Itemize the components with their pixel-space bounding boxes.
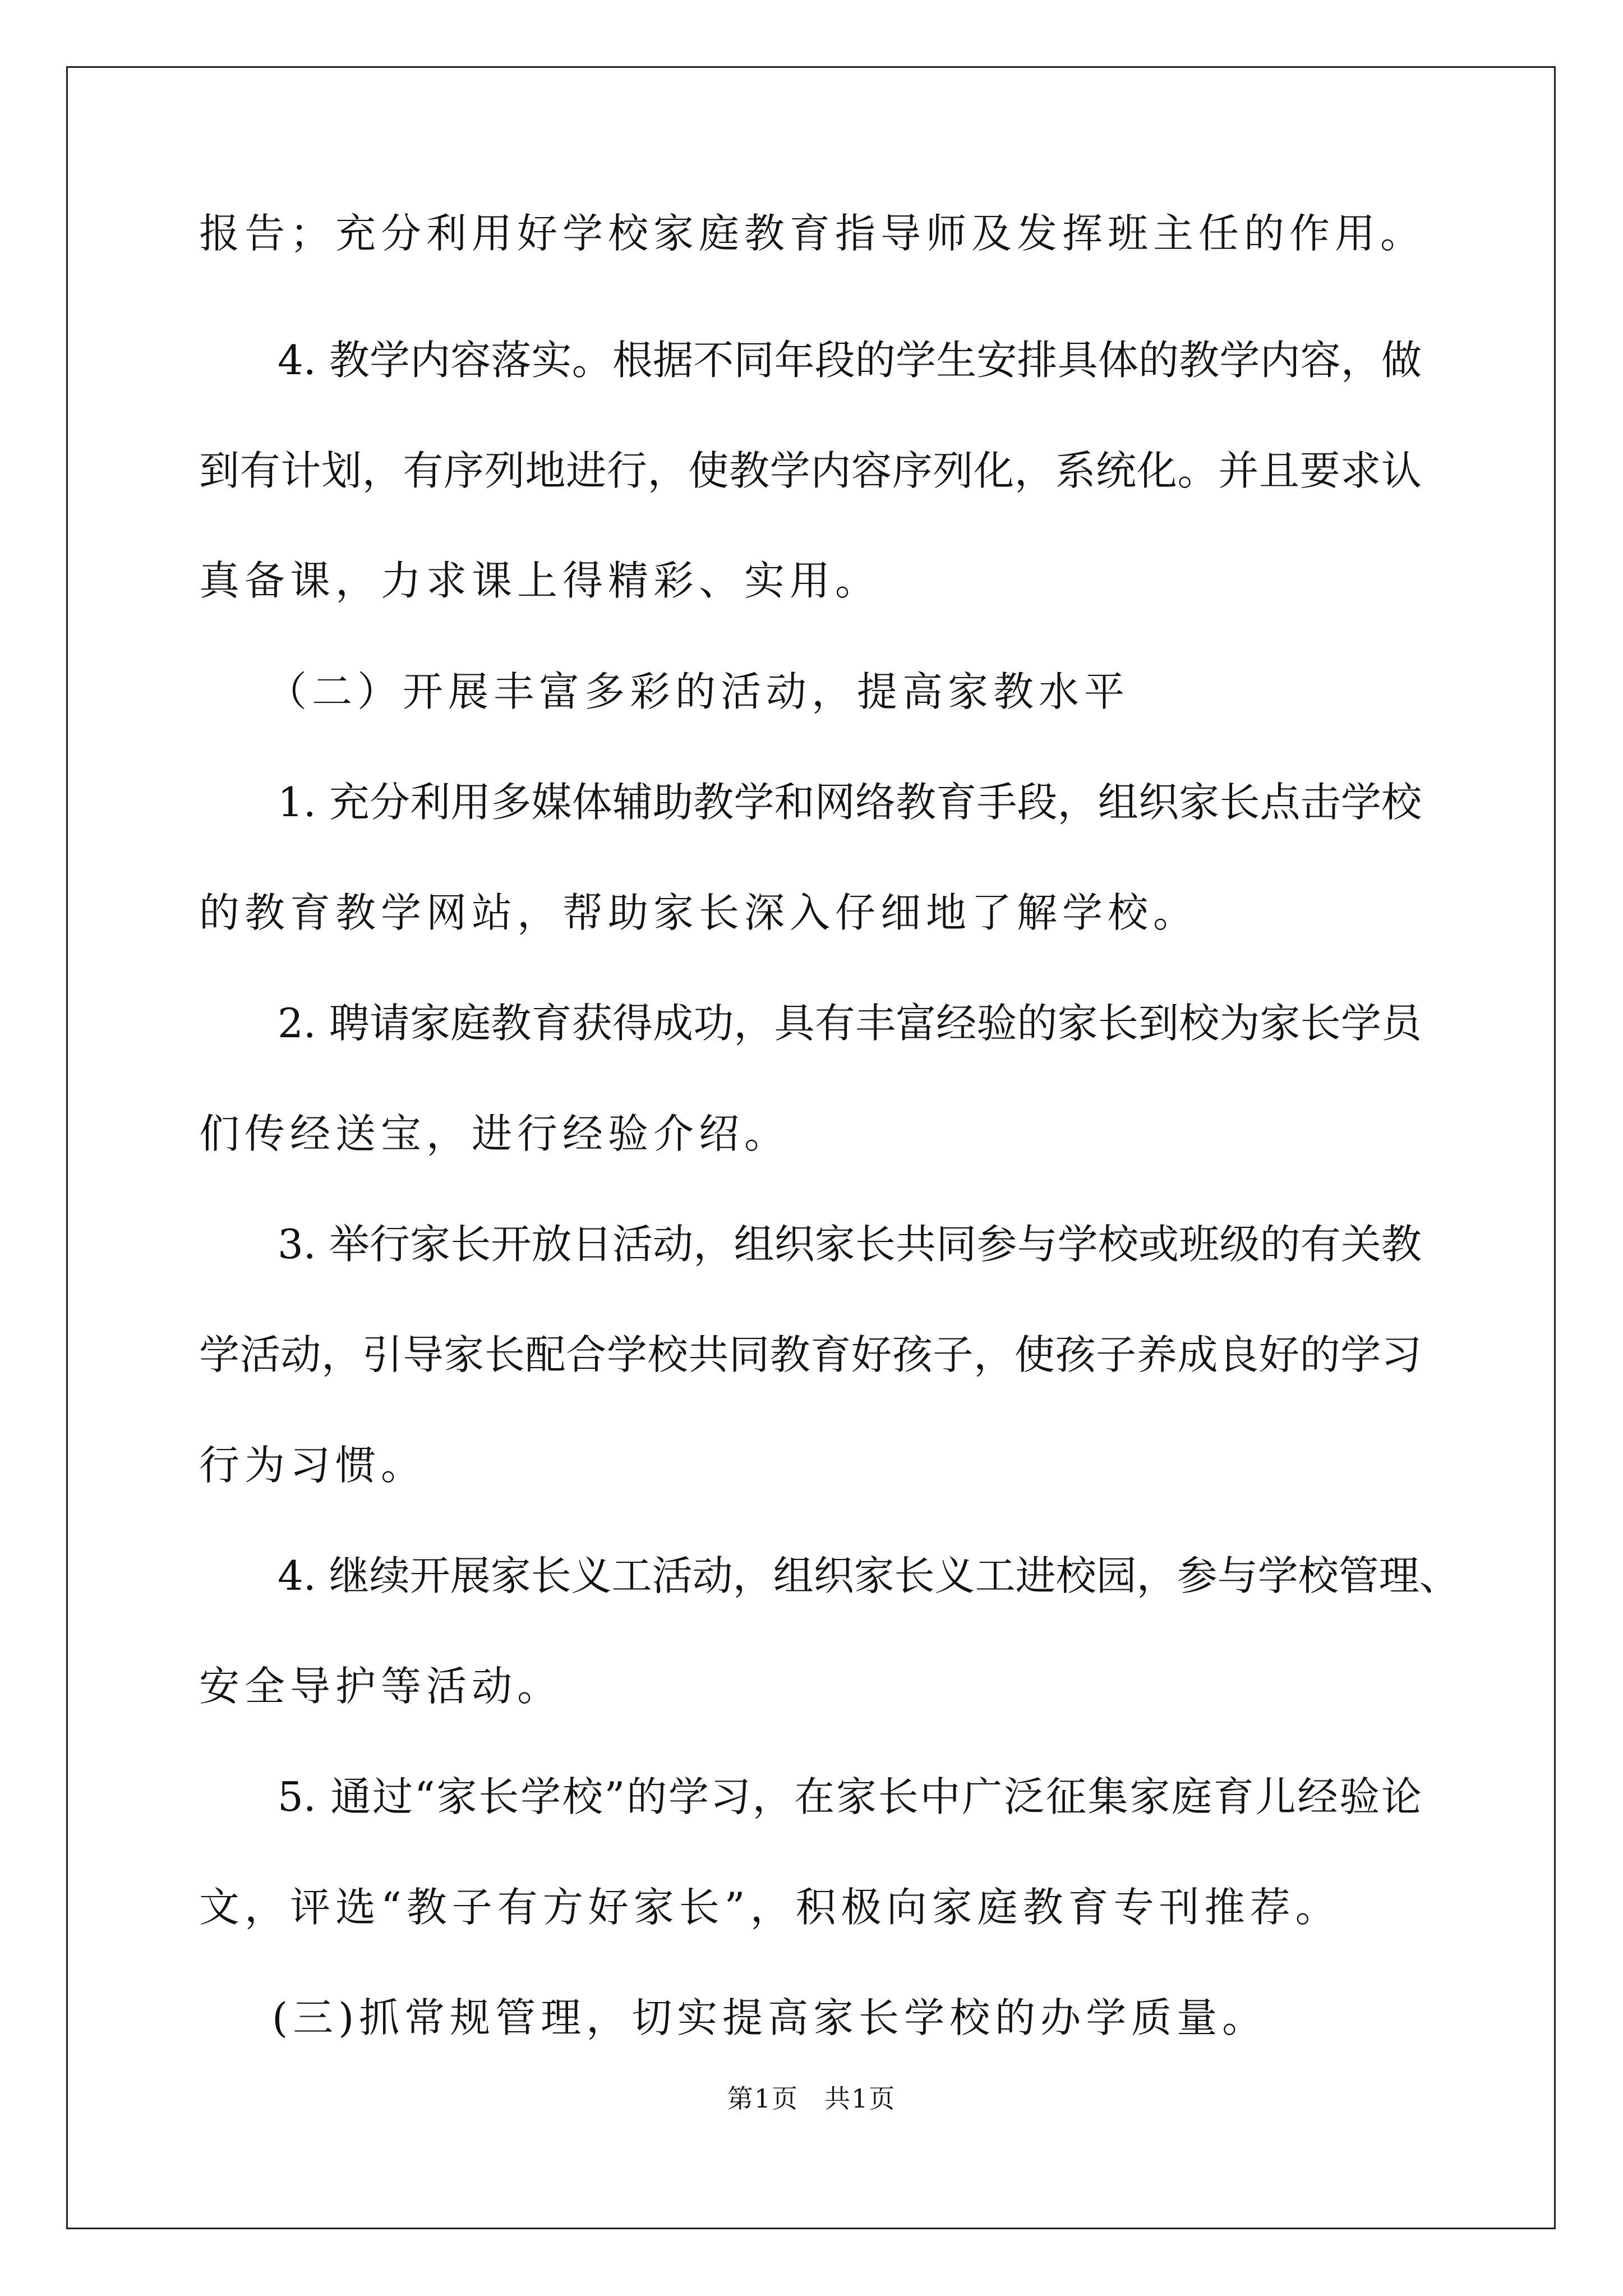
text-line: 5. 通过“家长学校”的学习，在家长中广泛征集家庭育儿经验论 bbox=[278, 1773, 1422, 1820]
page-footer bbox=[0, 2083, 1623, 2114]
text-line: 2. 聘请家庭教育获得成功，具有丰富经验的家长到校为家长学员 bbox=[278, 1000, 1422, 1047]
text-line: 行为习惯。 bbox=[199, 1442, 427, 1489]
text-line: 的教育教学网站，帮助家长深入仔细地了解学校。 bbox=[199, 889, 1199, 936]
page-number-current: 第1页 bbox=[727, 2083, 799, 2114]
text-line: 3. 举行家长开放日活动，组织家长共同参与学校或班级的有关教 bbox=[278, 1221, 1422, 1268]
text-line: 4. 教学内容落实。根据不同年段的学生安排具体的教学内容，做 bbox=[278, 337, 1422, 384]
text-line: 文，评选“教子有方好家长”，积极向家庭教育专刊推荐。 bbox=[199, 1884, 1341, 1931]
text-line: 报告；充分利用好学校家庭教育指导师及发挥班主任的作用。 bbox=[199, 210, 1426, 257]
page-number-total: 共1页 bbox=[824, 2083, 896, 2114]
text-line: 4. 继续开展家长义工活动，组织家长义工进校园，参与学校管理、 bbox=[278, 1552, 1460, 1599]
text-line: 1. 充分利用多媒体辅助教学和网络教育手段，组织家长点击学校 bbox=[278, 779, 1422, 826]
text-line: 到有计划，有序列地进行，使教学内容序列化，系统化。并且要求认 bbox=[199, 447, 1422, 494]
section-heading: (三)抓常规管理，切实提高家长学校的办学质量。 bbox=[272, 1994, 1268, 2041]
text-line: 安全导护等活动。 bbox=[199, 1663, 563, 1710]
text-line: 真备课，力求课上得精彩、实用。 bbox=[199, 557, 881, 604]
text-line: 们传经送宝，进行经验介绍。 bbox=[199, 1110, 790, 1157]
text-line: 学活动，引导家长配合学校共同教育好孩子，使孩子养成良好的学习 bbox=[199, 1331, 1422, 1378]
section-heading: （二）开展丰富多彩的活动，提高家教水平 bbox=[266, 668, 1130, 715]
